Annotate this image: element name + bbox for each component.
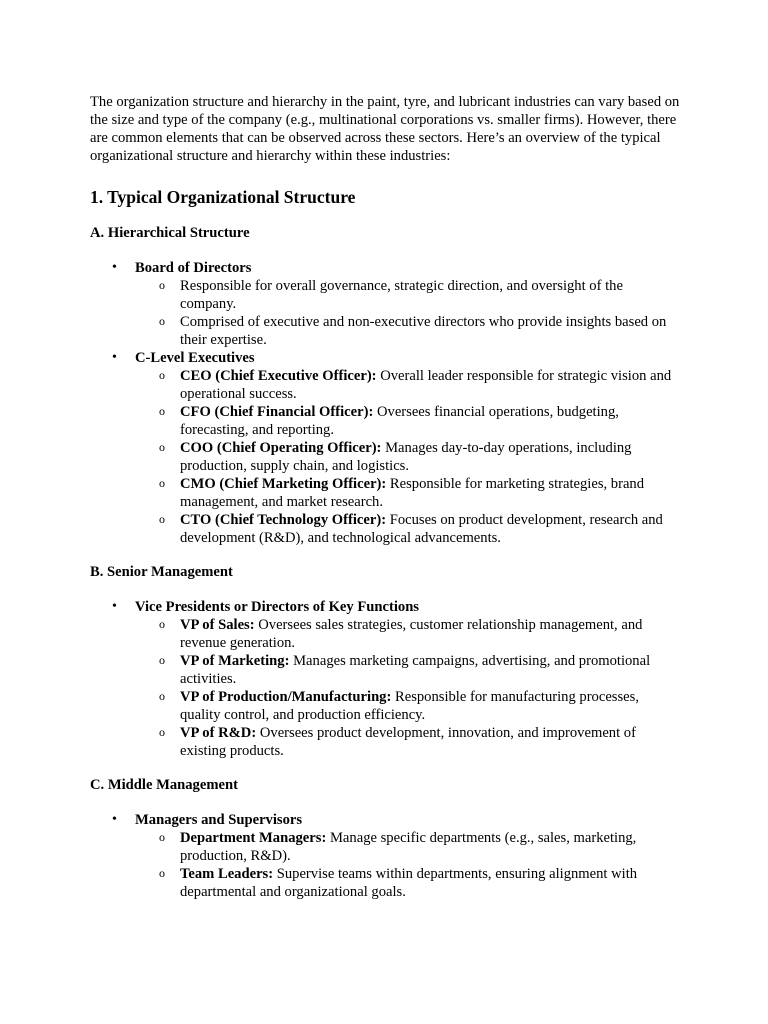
sub-bullet-marker: o: [159, 368, 165, 382]
sub-item-lead: CMO (Chief Marketing Officer):: [180, 476, 387, 492]
sub-item-text: Responsible for marketing strategies, brand management, and market research.: [180, 476, 645, 510]
sublist-item: [135, 277, 680, 313]
sub-item-text: Focuses on product development, research and development (R&D), and technological advancements.: [180, 512, 663, 546]
sublist-item: [135, 403, 680, 439]
sub-bullet-marker: o: [159, 278, 165, 292]
bullet-marker: •: [112, 350, 117, 365]
sub-item-lead: CTO (Chief Technology Officer):: [180, 512, 387, 528]
sub-item-text: Comprised of executive and non-executive directors who provide insights based on their expertise.: [180, 314, 667, 348]
sublist: [135, 829, 680, 901]
sublist-item: [135, 865, 680, 901]
subsection-heading-c: C. Middle Management: [90, 777, 238, 793]
item-title: Managers and Supervisors: [135, 812, 303, 828]
sublist: [135, 367, 680, 547]
sub-item-lead: Department Managers:: [180, 830, 327, 846]
intro-paragraph: The organization structure and hierarchy in the paint, tyre, and lubricant industries can vary based on the size and type of the company (e.g., multinational corporations vs. smaller firms). However, there are common elements that can be observed across these sectors. Here’s an overview of the typical organizational structure and hierarchy within these industries:: [90, 94, 680, 164]
sub-bullet-marker: o: [159, 617, 165, 631]
bullet-marker: •: [112, 260, 117, 275]
sub-item-lead: VP of Production/Manufacturing:: [180, 689, 392, 705]
sub-item-text: Manages marketing campaigns, advertising, and promotional activities.: [180, 653, 651, 687]
sub-bullet-marker: o: [159, 866, 165, 880]
sub-item-text: Oversees sales strategies, customer relationship management, and revenue generation.: [180, 617, 643, 651]
subsection-heading-a: A. Hierarchical Structure: [90, 225, 250, 241]
list-item: [90, 598, 680, 760]
sublist-item: [135, 829, 680, 865]
sub-bullet-marker: o: [159, 725, 165, 739]
bullet-marker: •: [112, 812, 117, 827]
list-section-b: [90, 598, 680, 760]
sub-item-lead: CEO (Chief Executive Officer):: [180, 368, 377, 384]
sublist-item: [135, 367, 680, 403]
sub-item-lead: VP of Sales:: [180, 617, 255, 633]
sub-bullet-marker: o: [159, 476, 165, 490]
sub-bullet-marker: o: [159, 512, 165, 526]
list-item: [90, 349, 680, 547]
sublist-item: [135, 652, 680, 688]
sublist-item: [135, 616, 680, 652]
sub-bullet-marker: o: [159, 653, 165, 667]
item-title: Board of Directors: [135, 260, 252, 276]
document-body: [90, 93, 680, 901]
sublist-item: [135, 724, 680, 760]
sub-bullet-marker: o: [159, 830, 165, 844]
list-section-c: [90, 811, 680, 901]
sub-item-lead: Team Leaders:: [180, 866, 274, 882]
list-item: [90, 811, 680, 901]
sub-item-lead: VP of R&D:: [180, 725, 257, 741]
sub-item-lead: COO (Chief Operating Officer):: [180, 440, 382, 456]
sub-item-text: Oversees product development, innovation, and improvement of existing products.: [180, 725, 636, 759]
sublist-item: [135, 439, 680, 475]
sublist-item: [135, 511, 680, 547]
sub-item-lead: CFO (Chief Financial Officer):: [180, 404, 374, 420]
sub-item-text: Responsible for overall governance, strategic direction, and oversight of the company.: [180, 278, 623, 312]
sub-item-text: Responsible for manufacturing processes, quality control, and production efficiency.: [180, 689, 639, 723]
sublist-item: [135, 688, 680, 724]
sub-bullet-marker: o: [159, 440, 165, 454]
subsection-heading-b: B. Senior Management: [90, 564, 233, 580]
sub-item-text: Supervise teams within departments, ensuring alignment with departmental and organizational goals.: [180, 866, 638, 900]
sublist-item: [135, 313, 680, 349]
sub-item-text: Manage specific departments (e.g., sales, marketing, production, R&D).: [180, 830, 637, 864]
sub-bullet-marker: o: [159, 404, 165, 418]
sub-bullet-marker: o: [159, 689, 165, 703]
sub-bullet-marker: o: [159, 314, 165, 328]
sub-item-text: Manages day-to-day operations, including production, supply chain, and logistics.: [180, 440, 632, 474]
sublist-item: [135, 475, 680, 511]
sublist: [135, 277, 680, 349]
item-title: C-Level Executives: [135, 350, 255, 366]
sub-item-lead: VP of Marketing:: [180, 653, 290, 669]
bullet-marker: •: [112, 599, 117, 614]
section-heading: 1. Typical Organizational Structure: [90, 187, 356, 207]
item-title: Vice Presidents or Directors of Key Functions: [135, 599, 419, 615]
list-item: [90, 259, 680, 349]
sub-item-text: Oversees financial operations, budgeting, forecasting, and reporting.: [180, 404, 619, 438]
sub-item-text: Overall leader responsible for strategic vision and operational success.: [180, 368, 672, 402]
sublist: [135, 616, 680, 760]
list-section-a: [90, 259, 680, 547]
